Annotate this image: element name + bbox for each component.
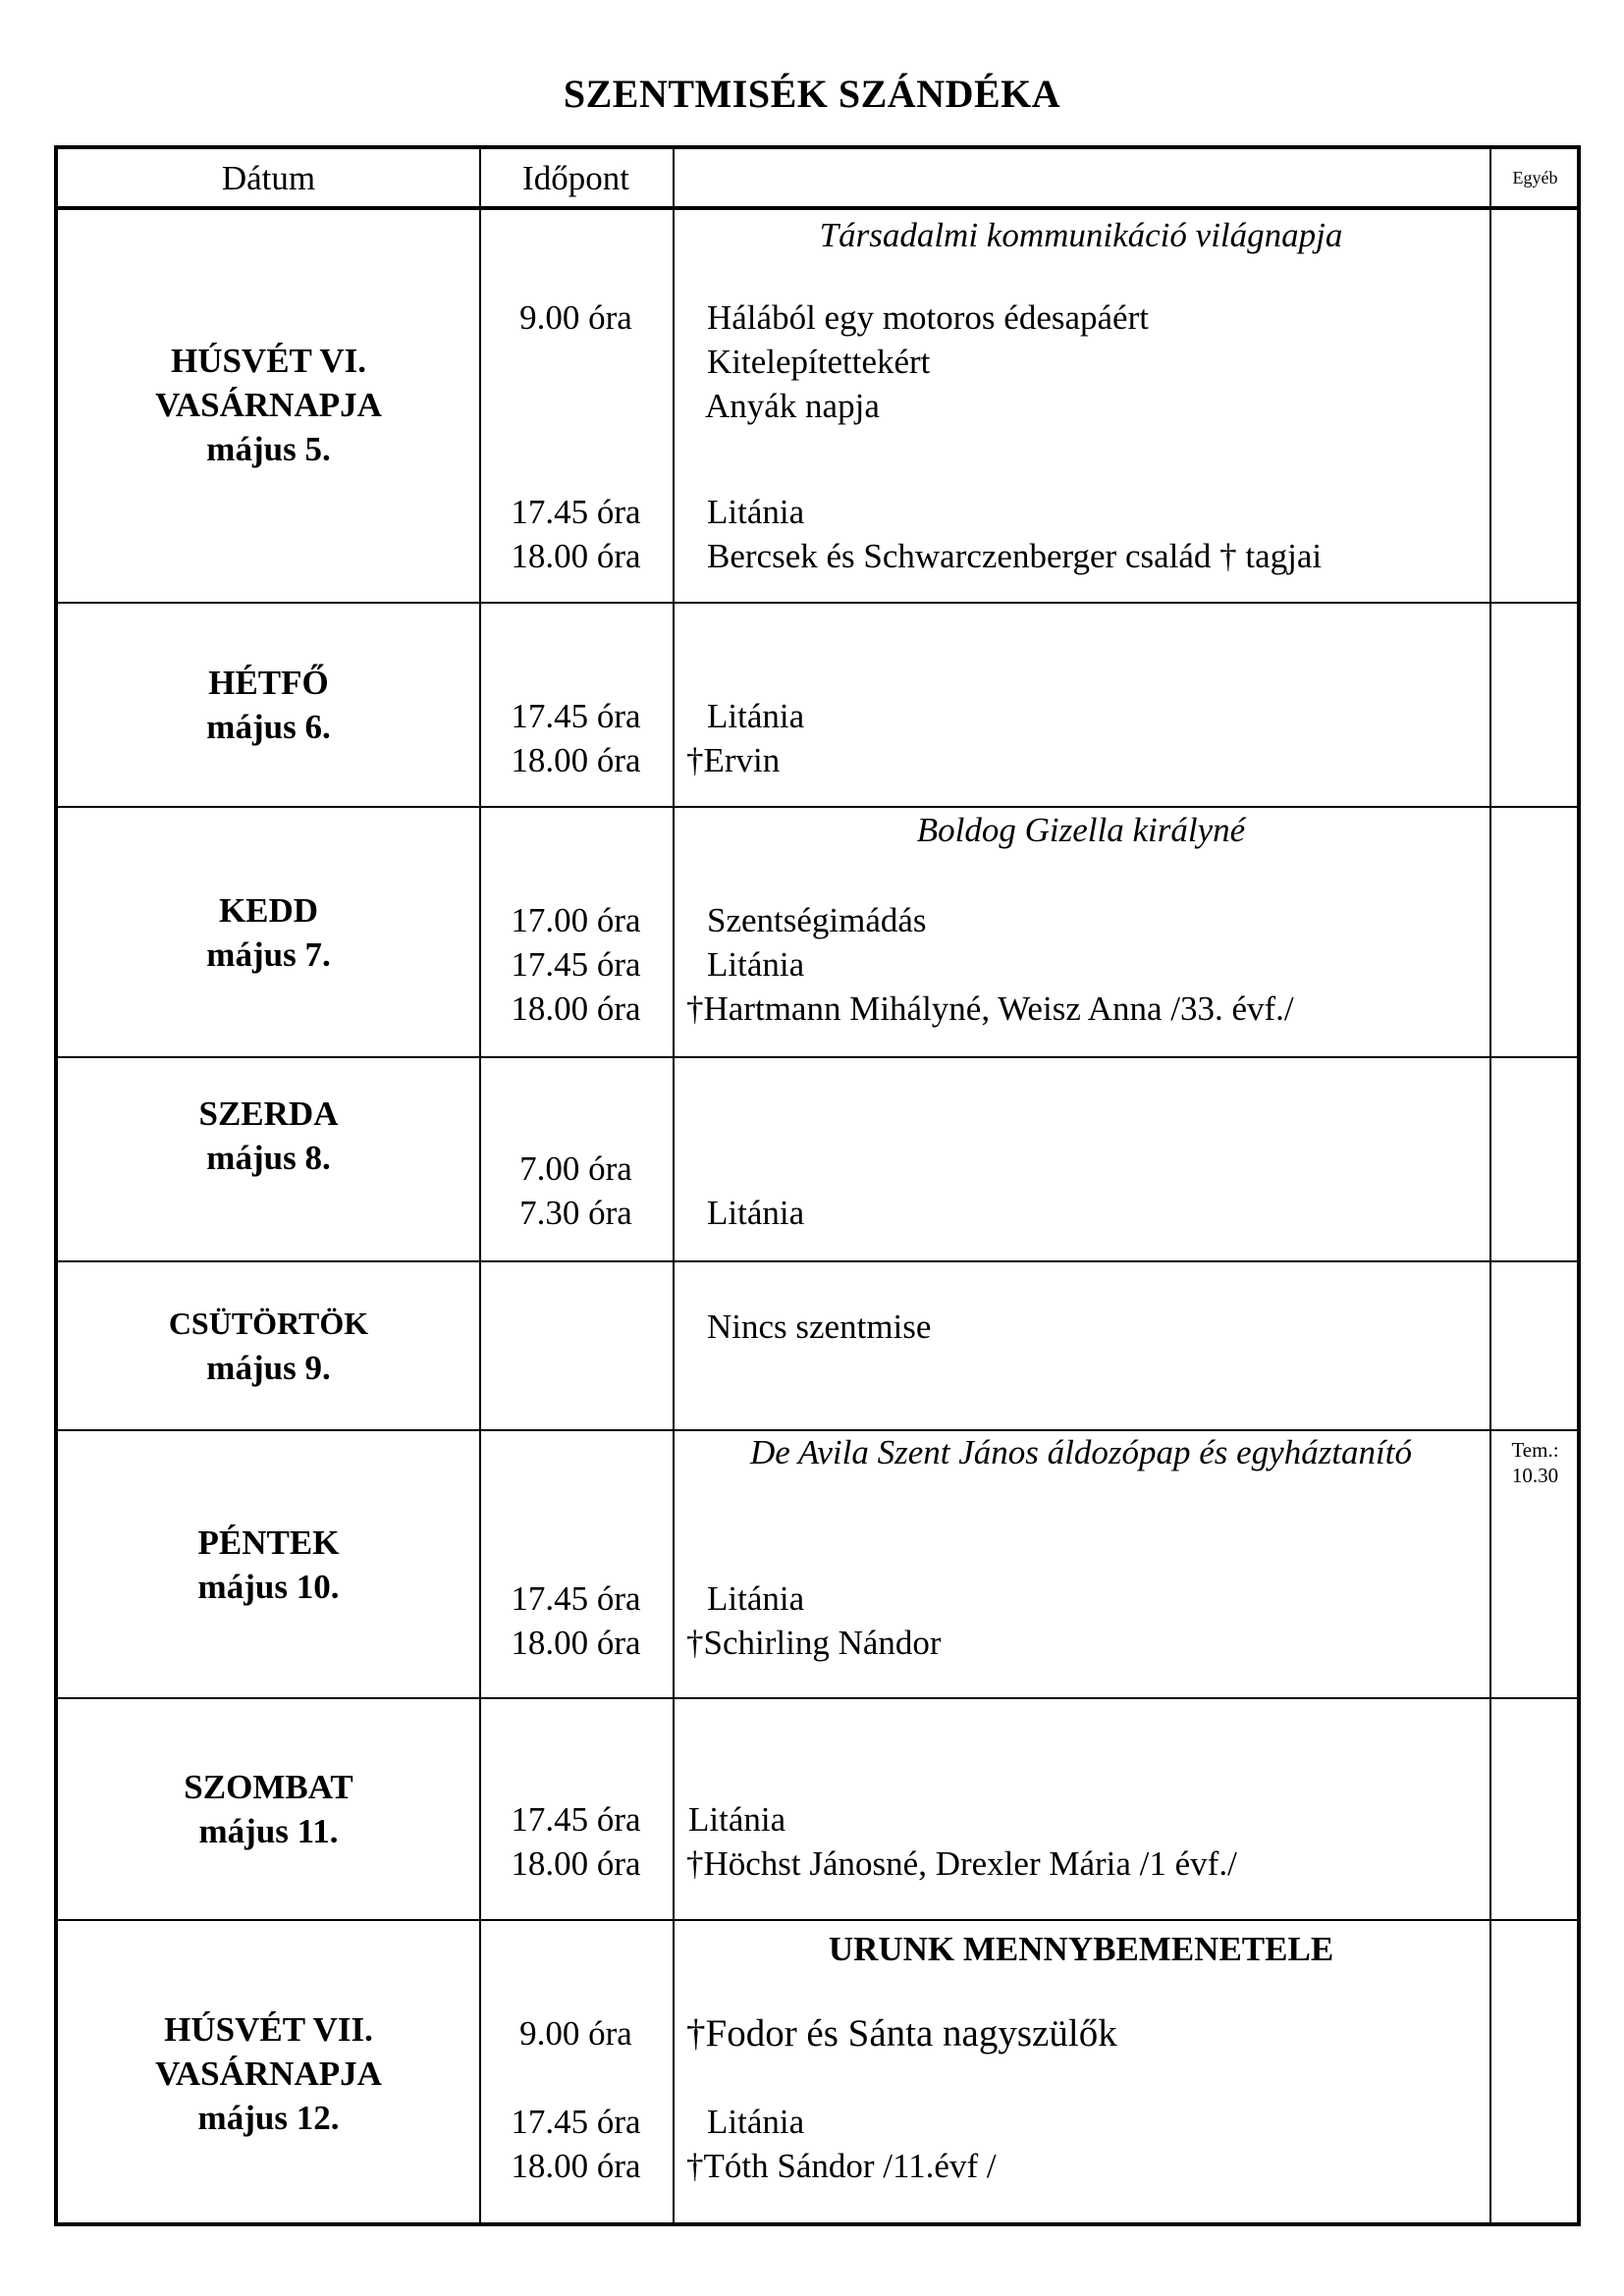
mass-time: 18.00 óra [511,1844,641,1883]
day-cell [58,604,479,806]
other-note: Tem.: 10.30 [1511,1438,1559,1487]
mass-intention: Hálából egy motoros édesapáért [707,298,1149,337]
day-date: május 11. [198,1812,339,1850]
header-other: Egyéb [1512,168,1558,187]
mass-time: 9.00 óra [519,298,632,337]
day-name: VASÁRNAPJA [155,2055,382,2093]
mass-intention: †Tóth Sándor /11.évf / [686,2147,997,2185]
feast-title: Társadalmi kommunikáció világnapja [819,216,1343,254]
mass-time: 7.30 óra [519,1194,632,1232]
day-name: HÚSVÉT VI. [170,342,367,380]
feast-title: Boldog Gizella királyné [916,811,1246,849]
mass-intention: Anyák napja [705,387,880,425]
mass-time: 17.45 óra [511,2103,641,2141]
day-name: VASÁRNAPJA [155,386,382,424]
mass-intention: Litánia [707,493,805,531]
mass-intention: Nincs szentmise [707,1308,932,1346]
mass-time: 18.00 óra [511,537,641,575]
mass-time: 9.00 óra [519,2014,632,2053]
mass-intention: †Höchst Jánosné, Drexler Mária /1 évf./ [686,1844,1237,1883]
mass-time: 18.00 óra [511,989,641,1028]
day-cell [58,1921,479,2226]
day-name: HÉTFŐ [208,664,329,702]
mass-time: 17.45 óra [511,493,641,531]
day-date: május 10. [197,1567,340,1606]
mass-time: 17.45 óra [511,1800,641,1839]
schedule-table [54,145,1581,2226]
feast-title: URUNK MENNYBEMENETELE [828,1930,1334,1968]
header-time: Időpont [522,159,629,197]
mass-time: 7.00 óra [519,1149,632,1188]
mass-time: 17.45 óra [511,945,641,984]
day-name: SZOMBAT [184,1768,353,1806]
day-name: HÚSVÉT VII. [164,2010,373,2049]
day-date: május 8. [206,1139,331,1177]
mass-intention: Kitelepítettekért [707,343,931,381]
column-divider [1489,149,1491,2222]
day-name: PÉNTEK [197,1522,340,1562]
day-cell [58,808,479,1056]
mass-time: 18.00 óra [511,2147,641,2185]
mass-intention: Litánia [688,1800,786,1839]
day-date: május 12. [197,2099,340,2137]
mass-intention: Litánia [707,1579,805,1618]
mass-intention: †Schirling Nándor [686,1624,942,1662]
mass-time: 18.00 óra [511,741,641,779]
day-cell [58,1431,479,1697]
day-date: május 6. [206,708,331,746]
mass-time: 17.45 óra [511,1579,641,1618]
page-title: SZENTMISÉK SZÁNDÉKA [563,72,1061,116]
day-cell [58,1058,479,1260]
day-name: SZERDA [198,1095,339,1133]
mass-intention: Litánia [707,1194,805,1232]
mass-intention: †Ervin [686,741,781,779]
day-cell [58,1699,479,1919]
mass-intention: Litánia [707,697,805,735]
mass-intention: Litánia [707,2103,805,2141]
day-name: KEDD [218,890,319,930]
mass-intention: Litánia [707,945,805,984]
header-date: Dátum [221,159,316,197]
mass-intention: †Hartmann Mihályné, Weisz Anna /33. évf./ [686,989,1294,1028]
mass-time: 17.00 óra [511,901,641,939]
day-cell [58,208,479,602]
day-date: május 9. [206,1349,331,1387]
mass-intention: Szentségimádás [707,901,927,939]
mass-time: 18.00 óra [511,1624,641,1662]
day-date: május 5. [206,430,331,468]
mass-intention: †Fodor és Sánta nagyszülők [686,2012,1117,2055]
feast-title: De Avila Szent János áldozópap és egyháztanító [749,1433,1412,1471]
day-name: CSÜTÖRTÖK [168,1306,369,1341]
day-date: május 7. [206,934,331,974]
mass-time: 17.45 óra [511,697,641,735]
day-cell [58,1262,479,1429]
mass-intention: Bercsek és Schwarczenberger család † tagjai [707,537,1323,575]
column-divider [673,149,675,2222]
